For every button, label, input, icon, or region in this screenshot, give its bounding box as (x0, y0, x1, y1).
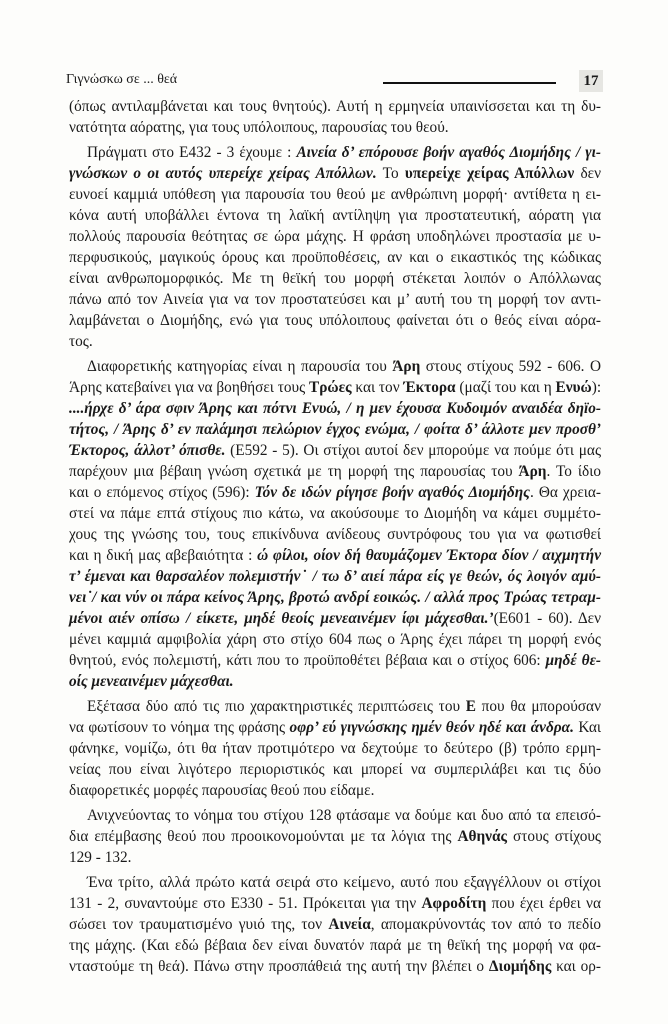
text-line (69, 226, 601, 247)
text-run: που έχει έρθει να (486, 895, 601, 912)
text-run: στεί να πάμε επτά στίχους πιο κάτω, να ακούσουμε το Διομήδη να κάμει συμμέτο- (69, 505, 601, 522)
text-run: Ένα τρίτο, αλλά πρώτο κατά σειρά στο κείμενο, αυτό που εξαγγέλλουν οι στίχοι (87, 874, 601, 891)
text-run: κόνα αυτή υποβάλλει έντονα τη λαϊκή αντίληψη για προστατευτική, αόρατη για (69, 207, 601, 224)
text-run: είναι ανθρωπομορφικός. Με τη θεϊκή του μορφή στέκεται λοιπόν ο Απόλλωνας (69, 270, 601, 287)
paragraph (69, 142, 601, 352)
text-run: νατότητα αόρατης, για τους υπόλοιπους, παρουσίας του θεού. (69, 119, 449, 136)
text-line (69, 503, 601, 524)
paragraph (69, 96, 601, 138)
text-run: . Το ίδιο (546, 463, 601, 480)
text-run: ευνοεί καμμιά υπόθεση για παρουσία του θεού με ανθρώπινη μορφή· αντίθετα η ει- (69, 186, 601, 203)
text-run: Ανιχνεύοντας το νόημα του στίχου 128 φτάσαμε να δούμε και δυο από τα επεισό- (87, 807, 601, 824)
text-run: και ο επόμενος στίχος (596): (69, 484, 255, 501)
text-run: στους στίχους 592 - 606. Ο (420, 358, 601, 375)
quotation-text: τήτος, / Άρης δ’ εν παλάμησι πελώριον έγχος ενώμα, / φοίτα δ’ άλλοτε μεν προσθ’ (69, 421, 601, 438)
text-line (69, 96, 601, 117)
page-number: 17 (579, 70, 603, 92)
text-line (69, 398, 601, 419)
quotation-text: μένοι αιέν οπίσω / είκετε, μηδέ θεοίς μενεαινέμεν ίφι μάχεσθαι.’ (69, 610, 494, 627)
text-run: δια επέμβασης θεού που προοικονομούνται με τα λόγια της (69, 828, 458, 845)
text-run: στους στίχους (506, 828, 601, 845)
text-run: δεν (574, 165, 601, 182)
text-line (69, 935, 601, 956)
text-run: . Θα χρεια- (529, 484, 602, 501)
text-run: (όπως αντιλαμβάνεται και τους θνητούς). Αυτή η ερμηνεία υπαινίσσεται και τη δυ- (69, 98, 601, 115)
text-line (69, 461, 601, 482)
text-run: Εξέτασα δύο από τις πιο χαρακτηριστικές περιπτώσεις του (87, 698, 466, 715)
text-line (69, 780, 601, 801)
text-line (69, 268, 601, 289)
text-line (69, 289, 601, 310)
paragraph (69, 872, 601, 977)
quotation-text: οφρ’ εύ γιγνώσκης ημέν θεόν ηδέ και άνδρα. (289, 719, 574, 736)
body-text (69, 96, 601, 981)
text-line (69, 117, 601, 138)
text-line (69, 893, 601, 914)
text-line (69, 356, 601, 377)
text-line (69, 671, 601, 692)
text-line (69, 696, 601, 717)
text-run: μένει καμμιά αμφιβολία χάρη στο στίχο 604 πως ο Άρης έχει πάρει τη μορφή ενός (69, 631, 601, 648)
text-run: πάνω από τον Αινεία για να τον προστατεύσει και μ’ αυτή του τη μορφή τον αντι- (69, 291, 601, 308)
emphasis-text: Αφροδίτη (421, 895, 487, 912)
quotation-text: τ’ έμεναι και θαρσαλέον πολεμιστήν˙ / τω δ’ αιεί πάρα είς γε θεών, ός λοιγόν αμύ- (69, 568, 601, 585)
emphasis-text: Άρη (392, 358, 421, 375)
text-line (69, 419, 601, 440)
text-run: της μάχης. (Και εδώ βέβαια δεν είναι δυνατόν παρά με τη θεϊκή της μορφή να φα- (69, 937, 601, 954)
text-run: διαφορετικές μορφές παρουσίας θεού που είδαμε. (69, 782, 375, 799)
text-run: πολλούς παρουσία θεότητας σε ώρα μάχης. Η φράση υποδηλώνει προστασία με υ- (69, 228, 601, 245)
emphasis-text: Ε (465, 698, 476, 715)
text-line (69, 629, 601, 650)
text-run: που θα μπορούσαν (475, 698, 601, 715)
text-run: και η δική μας αβεβαιότητα : (69, 547, 258, 564)
text-run: νταστούμε τη θεά). Πάνω στην προσπάθειά της αυτή την βλέπει ο (69, 958, 489, 975)
emphasis-text: υπερείχε χείρας Απόλλων (404, 165, 575, 182)
text-line (69, 163, 601, 184)
emphasis-text: Έκτορα (403, 379, 456, 396)
text-run: , απομακρύνοντάς τον από το πεδίο (370, 916, 601, 933)
text-line (69, 826, 601, 847)
text-run: 131 - 2, συναντούμε στο Ε330 - 51. Πρόκειται για την (69, 895, 422, 912)
text-line (69, 759, 601, 780)
text-run: νείας που είναι λιγότερο περιοριστικός και μπορεί να συμπεριλάβει και τις δύο (69, 761, 601, 778)
text-line (69, 440, 601, 461)
text-line (69, 310, 601, 331)
text-line (69, 717, 601, 738)
text-run: και τον (351, 379, 404, 396)
text-line (69, 650, 601, 671)
text-run: (Ε601 - 60). Δεν (493, 610, 601, 627)
text-line (69, 956, 601, 977)
text-run: φάνηκε, νομίζω, ότι θα ήταν προτιμότερο να δεχτούμε το δεύτερο (β) τρόπο ερμη- (69, 740, 601, 757)
text-line (69, 847, 601, 868)
quotation-text: Έκτορος, άλλοτ’ όπισθε. (69, 442, 226, 459)
text-line (69, 805, 601, 826)
quotation-text: ....ήρχε δ’ άρα σφιν Άρης και πότνι Ενυώ, / η μεν έχουσα Κυδοιμόν αναιδέα δηϊο- (69, 400, 601, 417)
header-rule (383, 82, 556, 84)
text-run: Άρης κατεβαίνει για να βοηθήσει τους (69, 379, 309, 396)
text-line (69, 247, 601, 268)
paragraph (69, 805, 601, 868)
text-line (69, 524, 601, 545)
text-run: σώσει τον τραυματισμένο γυιό της, τον (69, 916, 329, 933)
text-run: να φωτίσουν το νόημα της φράσης (69, 719, 290, 736)
text-run: και ορ- (551, 958, 601, 975)
quotation-text: γνώσκων ο οι αυτός υπερείχε χείρας Απόλλων. (69, 165, 377, 182)
emphasis-text: Ενυώ (555, 379, 592, 396)
text-run: (μαζί του και η (455, 379, 556, 396)
emphasis-text: Διομήδης (488, 958, 552, 975)
text-line (69, 587, 601, 608)
text-run: Πράγματι στο Ε432 - 3 έχουμε : (87, 144, 297, 161)
text-line (69, 331, 601, 352)
quotation-text: μηδέ θε- (545, 652, 601, 669)
text-run: θνητού, ενός πολεμιστή, κάτι που το προϋποθέτει βέβαια και ο στίχος 606: (69, 652, 546, 669)
text-line (69, 142, 601, 163)
text-run: Το (376, 165, 405, 182)
emphasis-text: Αινεία (328, 916, 371, 933)
text-line (69, 914, 601, 935)
quotation-text: ώ φίλοι, οίον δή θαυμάζομεν Έκτορα δίον / αιχμητήν (257, 547, 601, 564)
quotation-text: Αινεία δ’ επόρουσε βοήν αγαθός Διομήδης / γι- (296, 144, 601, 161)
text-line (69, 184, 601, 205)
emphasis-text: Τρώες (309, 379, 352, 396)
text-line (69, 608, 601, 629)
text-run: Διαφορετικής κατηγορίας είναι η παρουσία του (87, 358, 393, 375)
emphasis-text: Αθηνάς (457, 828, 507, 845)
text-line (69, 545, 601, 566)
running-title: Γιγνώσκω σε ... θεά (66, 72, 178, 87)
quotation-text: νει˙/ και νύν οι πάρα κείνος Άρης, βροτώ ανδρί εοικώς. / αλλά προς Τρώας τετραμ- (69, 589, 601, 606)
quotation-text: Τόν δε ιδών ρίγησε βοήν αγαθός Διομήδης (254, 484, 530, 501)
text-run: παρέχουν μια βέβαιη γνώση σχετικά με τη μορφή της παρουσίας του (69, 463, 519, 480)
text-line (69, 566, 601, 587)
text-run: λαμβάνεται ο Διομήδης, ενώ για τους υπόλοιπους φαίνεται ότι ο θεός είναι αόρα- (69, 312, 601, 329)
paragraph (69, 356, 601, 692)
text-run: τος. (69, 333, 93, 350)
text-line (69, 482, 601, 503)
text-line (69, 738, 601, 759)
text-run: (Ε592 - 5). Οι στίχοι αυτοί δεν μπορούμε να πούμε ότι μας (225, 442, 601, 459)
emphasis-text: Άρη (518, 463, 547, 480)
text-run: 129 - 132. (69, 849, 132, 866)
text-line (69, 377, 601, 398)
text-line (69, 205, 601, 226)
text-run: Και (573, 719, 601, 736)
text-run: ): (591, 379, 602, 396)
text-run: περφυσικούς, μαγικούς όρους και προϋποθέσεις, αν και ο εικαστικός της κώδικας (69, 249, 601, 266)
text-line (69, 872, 601, 893)
paragraph (69, 696, 601, 801)
text-run: χους της γνώσης του, τους επικίνδυνα ανίδεους συντρόφους του για να φωτισθεί (69, 526, 601, 543)
running-header (66, 70, 606, 94)
quotation-text: οίς μενεαινέμεν μάχεσθαι. (69, 673, 234, 690)
